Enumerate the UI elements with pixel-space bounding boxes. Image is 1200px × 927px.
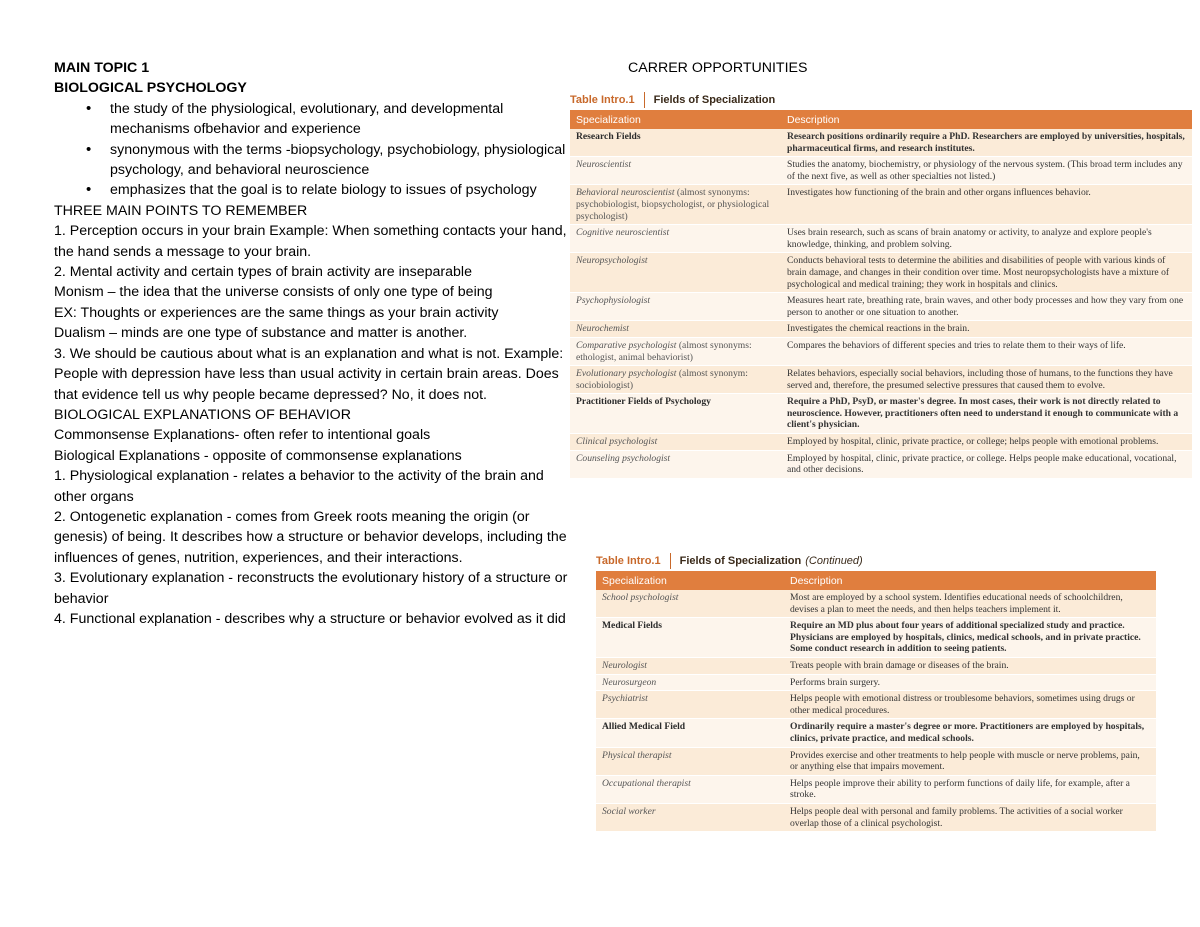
table-title: Fields of Specialization	[653, 94, 776, 106]
note-line: EX: Thoughts or experiences are the same things as your brain activity	[54, 304, 499, 321]
specialization-name: Psychophysiologist	[576, 295, 651, 307]
specialization-name: Evolutionary psychologist	[576, 368, 677, 380]
definition-bullet: • emphasizes that the goal is to relate biology to issues of psychology	[110, 180, 572, 200]
specialization-name: Behavioral neuroscientist	[576, 187, 675, 199]
specialization-name: Research Fields	[576, 131, 641, 142]
note-line: 4. Functional explanation - describes why a structure or behavior evolved as it did	[54, 610, 566, 627]
note-line: Biological Explanations - opposite of commonsense explanations	[54, 447, 462, 464]
table-row	[570, 185, 1192, 225]
description-cell: Uses brain research, such as scans of brain anatomy or activity, to analyze and explore people's knowledge, thinking, and problem solving.	[781, 225, 1192, 253]
description-cell: Require a PhD, PsyD, or master's degree. In most cases, their work is not directly related to neuroscience. However, practitioners often need to understand it enough to communicate with a client's physician.	[781, 394, 1192, 434]
specialization-cell	[570, 129, 781, 157]
table-grid	[596, 571, 1156, 832]
table-caption	[596, 551, 1156, 571]
description-cell: Investigates how functioning of the brain and other organs influences behavior.	[781, 185, 1192, 225]
specialization-name: Neuroscientist	[576, 159, 632, 171]
table-row	[570, 157, 1192, 185]
description-cell: Investigates the chemical reactions in the brain.	[781, 321, 1192, 338]
table-row	[596, 775, 1156, 803]
caption-divider	[670, 553, 671, 569]
specialization-name: Medical Fields	[602, 620, 662, 632]
specialization-name: Neurosurgeon	[602, 676, 657, 688]
description-cell: Measures heart rate, breathing rate, brain waves, and other body processes and how they vary from one person to another or one situation to another.	[781, 293, 1192, 321]
main-topic-heading: MAIN TOPIC 1	[54, 60, 150, 76]
description-cell: Require an MD plus about four years of additional specialized study and practice. Physicians are employed by hospitals, clinics, medical schools, and in private practice. Some conduct research in addition to seeing patients.	[784, 618, 1156, 658]
specialization-cell	[596, 747, 784, 775]
specialization-name: Psychiatrist	[602, 693, 648, 705]
description-cell: Compares the behaviors of different species and tries to relate them to their ways of life.	[781, 337, 1192, 365]
specialization-cell	[570, 434, 781, 451]
notes-column	[54, 58, 572, 629]
description-cell: Research positions ordinarily require a PhD. Researchers are employed by universities, hospitals, pharmaceutical firms, and research institutes.	[781, 129, 1192, 157]
column-header-specialization: Specialization	[596, 571, 784, 590]
description-cell: Conducts behavioral tests to determine the abilities and disabilities of people with various kinds of brain damage, and changes in their condition over time. Most neuropsychologists have a mixture of psychological and medical training; they work in hospitals and clinics.	[781, 253, 1192, 293]
description-cell: Studies the anatomy, biochemistry, or physiology of the nervous system. (This broad term includes any of the next five, as well as other specialties not listed.)	[781, 157, 1192, 185]
table-row	[596, 691, 1156, 719]
table-header-row	[570, 110, 1192, 129]
specialization-name: Counseling psychologist	[576, 452, 671, 464]
description-cell: Employed by hospital, clinic, private practice, or college; helps people with emotional problems.	[781, 434, 1192, 451]
note-line: 1. Perception occurs in your brain Example: When something contacts your hand, the hand sends a message to your brain.	[54, 223, 567, 260]
table-row	[570, 321, 1192, 338]
table-row	[596, 803, 1156, 831]
specialization-cell	[570, 293, 781, 321]
table-row	[570, 253, 1192, 293]
specialization-cell	[570, 450, 781, 478]
specialization-name: Social worker	[602, 805, 656, 817]
description-cell: Helps people improve their ability to perform functions of daily life, for example, after a stroke.	[784, 775, 1156, 803]
column-header-description: Description	[784, 571, 1156, 590]
career-heading: CARRER OPPORTUNITIES	[628, 60, 808, 76]
table-number: Table Intro.1	[570, 94, 635, 106]
specialization-name: Cognitive neuroscientist	[576, 227, 670, 239]
specialization-cell	[570, 366, 781, 394]
table-number: Table Intro.1	[596, 555, 661, 567]
specialization-cell	[596, 775, 784, 803]
specialization-cell	[596, 674, 784, 691]
table-row	[570, 337, 1192, 365]
table-row	[570, 293, 1192, 321]
specialization-cell	[570, 321, 781, 338]
specialization-cell	[570, 337, 781, 365]
note-line: 2. Mental activity and certain types of brain activity are inseparable	[54, 264, 472, 281]
definition-bullet: • synonymous with the terms -biopsychology, psychobiology, physiological psychology, and behavioral neuroscience	[110, 140, 572, 181]
table-title: Fields of Specialization	[679, 555, 802, 567]
definition-bullet: • the study of the physiological, evolutionary, and developmental mechanisms ofbehavior and experience	[110, 99, 572, 140]
specialization-cell	[570, 225, 781, 253]
note-line: 2. Ontogenetic explanation - comes from Greek roots meaning the origin (or genesis) of being. It describes how a structure or behavior develops, including the influences of genes, nutrition, experiences, and their interactions.	[54, 508, 567, 566]
table-row	[570, 434, 1192, 451]
note-line: Monism – the idea that the universe consists of only one type of being	[54, 284, 493, 301]
specialization-name: Physical therapist	[602, 749, 672, 761]
table-grid	[570, 110, 1192, 479]
description-cell: Performs brain surgery.	[784, 674, 1156, 691]
note-line: Commonsense Explanations- often refer to intentional goals	[54, 427, 431, 444]
specialization-cell	[570, 394, 781, 434]
specialization-cell	[570, 253, 781, 293]
description-cell: Employed by hospital, clinic, private practice, or college. Helps people make educational, vocational, and other decisions.	[781, 450, 1192, 478]
specialization-name: School psychologist	[602, 592, 679, 603]
specialization-cell	[596, 803, 784, 831]
specialization-cell	[596, 618, 784, 658]
description-cell: Most are employed by a school system. Identifies educational needs of schoolchildren, devises a plan to meet the needs, and then helps teachers implement it.	[784, 590, 1156, 618]
description-cell: Relates behaviors, especially social behaviors, including those of humans, to the functions they have served and, therefore, the presumed selective pressures that caused them to evolve.	[781, 366, 1192, 394]
table-row	[596, 618, 1156, 658]
specialization-synonyms: (almost synonyms: psychobiologist, biopsychologist, or physiological psychologist)	[576, 187, 770, 222]
subject-heading: BIOLOGICAL PSYCHOLOGY	[54, 80, 247, 97]
description-cell: Provides exercise and other treatments to help people with muscle or nerve problems, pain, or anything else that impairs movement.	[784, 747, 1156, 775]
column-header-specialization: Specialization	[570, 110, 781, 129]
table-row	[596, 674, 1156, 691]
specialization-cell	[596, 657, 784, 674]
note-line: 3. We should be cautious about what is an explanation and what is not. Example: People with depression have less than usual activity in certain brain areas. Does that evidence tell us why people became depressed? No, it does not.	[54, 345, 564, 403]
specialization-name: Clinical psychologist	[576, 436, 658, 448]
specialization-cell	[596, 719, 784, 747]
specialization-synonyms: (almost synonym: sociobiologist)	[576, 368, 748, 391]
definition-list	[54, 99, 572, 201]
specialization-cell	[596, 590, 784, 618]
table-row	[570, 394, 1192, 434]
note-line: 1. Physiological explanation - relates a behavior to the activity of the brain and other organs	[54, 468, 544, 505]
table-row	[596, 590, 1156, 618]
description-cell: Treats people with brain damage or diseases of the brain.	[784, 657, 1156, 674]
caption-divider	[644, 92, 645, 108]
specialization-cell	[596, 691, 784, 719]
specialization-name: Comparative psychologist	[576, 339, 677, 351]
table-caption	[570, 90, 1192, 110]
specialization-name: Neurochemist	[576, 323, 629, 335]
specialization-name: Practitioner Fields of Psychology	[576, 396, 711, 408]
note-line: Dualism – minds are one type of substance and matter is another.	[54, 325, 468, 342]
description-cell: Ordinarily require a master's degree or more. Practitioners are employed by hospitals, clinics, private practice, and medical schools.	[784, 719, 1156, 747]
table-row	[570, 129, 1192, 157]
table-row	[570, 450, 1192, 478]
note-line: 3. Evolutionary explanation - reconstructs the evolutionary history of a structure or behavior	[54, 570, 568, 607]
specialization-name: Neurologist	[602, 659, 647, 671]
table-row	[570, 366, 1192, 394]
section-heading-explanations: BIOLOGICAL EXPLANATIONS OF BEHAVIOR	[54, 406, 351, 423]
description-cell: Helps people deal with personal and family problems. The activities of a social worker overlap those of a clinical psychologist.	[784, 803, 1156, 831]
specialization-cell	[570, 185, 781, 225]
table-row	[570, 225, 1192, 253]
specialization-cell	[570, 157, 781, 185]
specialization-synonyms: (almost synonyms: ethologist, animal behaviorist)	[576, 339, 752, 363]
table-row	[596, 747, 1156, 775]
column-header-description: Description	[781, 110, 1192, 129]
table-header-row	[596, 571, 1156, 590]
description-cell: Helps people with emotional distress or troublesome behaviors, sometimes using drugs or other medical procedures.	[784, 691, 1156, 719]
specialization-name: Allied Medical Field	[602, 721, 686, 733]
section-heading-main-points: THREE MAIN POINTS TO REMEMBER	[54, 202, 308, 219]
specialization-name: Occupational therapist	[602, 777, 691, 789]
table-row	[596, 657, 1156, 674]
specialization-table	[570, 90, 1192, 479]
specialization-table-continued	[596, 551, 1156, 832]
specialization-name: Neuropsychologist	[576, 255, 648, 267]
table-continued-label: (Continued)	[805, 555, 863, 567]
table-row	[596, 719, 1156, 747]
